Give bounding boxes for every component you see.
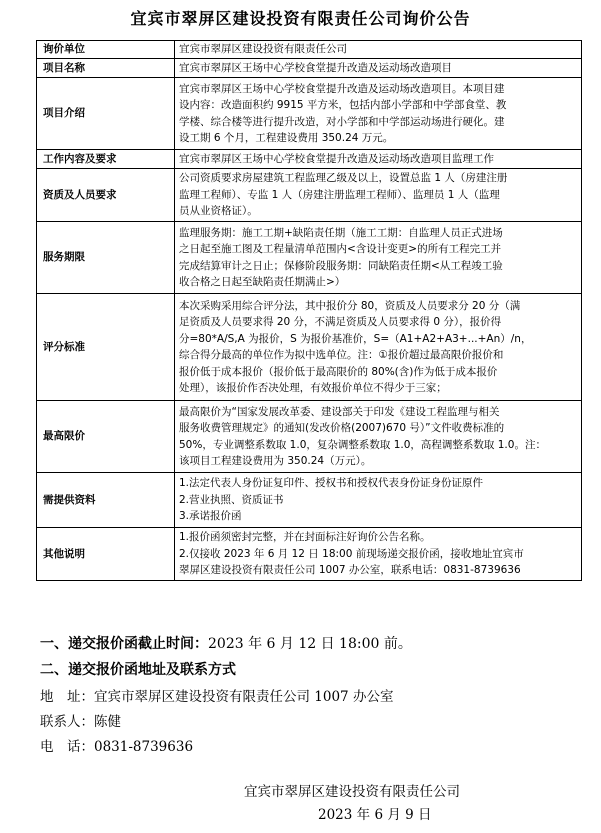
- phone-line: [40, 735, 193, 755]
- contact-value: 陈健: [94, 714, 121, 730]
- info-table: [36, 40, 582, 581]
- row-value-line: 2.营业执照、资质证书: [179, 493, 284, 506]
- table-row: [37, 473, 582, 528]
- signature-org: 宜宾市翠屏区建设投资有限责任公司: [244, 784, 460, 800]
- row-value-line: 报价低于成本报价（报价低于最高限价的 80%(含)作为低于成本报价: [179, 365, 498, 378]
- row-value-line: 员从业资格证）。: [179, 205, 258, 218]
- deadline-heading: 一、递交报价函截止时间：: [40, 636, 208, 652]
- table-row: [37, 59, 582, 78]
- row-value-line: 50%，专业调整系数取 1.0，复杂调整系数取 1.0，高程调整系数取 1.0。注：: [179, 438, 546, 451]
- contact-label: 联系人：: [40, 714, 94, 730]
- row-value: [175, 169, 582, 222]
- row-value-line: 监理工程师）、专监 1 人（房建注册监理工程师）、监理员 1 人（监理: [179, 188, 500, 201]
- row-label: 资质及人员要求: [37, 169, 175, 222]
- phone-label: 电 话：: [40, 739, 94, 755]
- row-value-line: 完成结算审计之日止；保修阶段服务期：同缺陷责任期<从工程竣工验: [179, 259, 503, 272]
- row-value: [175, 294, 582, 401]
- row-value-line: 本次采购采用综合评分法，其中报价分 80，资质及人员要求分 20 分（满: [179, 299, 521, 312]
- table-row: [37, 41, 582, 59]
- row-label: 最高限价: [37, 401, 175, 473]
- row-value: [175, 401, 582, 473]
- row-value: [175, 528, 582, 581]
- signature-date: 2023 年 6 月 9 日: [318, 807, 432, 823]
- row-value-line: 之日起至施工图及工程量清单范围内<含设计变更>的所有工程完工并: [179, 243, 502, 255]
- address-value: 宜宾市翠屏区建设投资有限责任公司 1007 办公室: [94, 689, 394, 705]
- row-label: 服务期限: [37, 222, 175, 294]
- contact-line: [40, 710, 121, 730]
- table-row: [37, 222, 582, 294]
- row-value-line: 该项目工程建设费用为 350.24（万元）。: [179, 455, 372, 467]
- table-row: [37, 528, 582, 581]
- row-value: [175, 78, 582, 150]
- table-row: [37, 401, 582, 473]
- row-value: [175, 150, 582, 169]
- row-value-line: 监理服务期：施工工期+缺陷责任期（施工工期：自监理人员正式进场: [179, 226, 503, 239]
- row-label: 需提供资料: [37, 473, 175, 528]
- row-value-line: 设工期 6 个月，工程建设费用 350.24 万元。: [179, 132, 394, 144]
- row-value-line: 宜宾市翠屏区王场中心学校食堂提升改造及运动场改造项目: [179, 61, 452, 74]
- table-row: [37, 169, 582, 222]
- row-value-line: 分=80*A/S,A 为报价，S 为报价基准价，S=（A1+A2+A3+...+An）/n，: [179, 332, 532, 345]
- address-label: 地 址：: [40, 689, 94, 705]
- row-value: [175, 41, 582, 59]
- row-value-line: 学楼、综合楼等进行提升改造，对小学部和中学部运动场进行硬化。建: [179, 115, 505, 128]
- row-value-line: 翠屏区建设投资有限责任公司 1007 办公室，联系电话：0831-8739636: [179, 564, 521, 577]
- row-value-line: 宜宾市翠屏区王场中心学校食堂提升改造及运动场改造项目监理工作: [179, 152, 494, 165]
- row-value-line: 收合格之日起至缺陷责任期满止>）: [179, 276, 346, 288]
- row-value-line: 宜宾市翠屏区王场中心学校食堂提升改造及运动场改造项目。本项目建: [179, 82, 505, 95]
- address-heading: 二、递交报价函地址及联系方式: [40, 662, 236, 678]
- row-label: 询价单位: [37, 41, 175, 59]
- row-value-line: 最高限价为“国家发展改革委、建设部关于印发《建设工程监理与相关: [179, 405, 500, 418]
- deadline-line: [40, 633, 412, 653]
- deadline-value: 2023 年 6 月 12 日 18:00 前。: [208, 636, 412, 652]
- row-value: [175, 59, 582, 78]
- table-row: [37, 294, 582, 401]
- row-value: [175, 473, 582, 528]
- row-label: 其他说明: [37, 528, 175, 581]
- address-line: [40, 685, 393, 705]
- phone-value: 0831-8739636: [94, 739, 194, 755]
- table-row: [37, 150, 582, 169]
- row-value-line: 1.法定代表人身份证复印件、授权书和授权代表身份证身份证原件: [179, 477, 484, 490]
- row-value: [175, 222, 582, 294]
- page-title: 宜宾市翠屏区建设投资有限责任公司询价公告: [130, 9, 471, 28]
- row-value-line: 处理），该报价作否决处理，有效报价单位不得少于三家；: [179, 382, 447, 394]
- row-value-line: 宜宾市翠屏区建设投资有限责任公司: [179, 43, 347, 56]
- table-row: [37, 78, 582, 150]
- row-value-line: 服务收费管理规定》的通知(发改价格(2007)670 号）”文件收费标准的: [179, 422, 505, 434]
- row-value-line: 足资质及人员要求得 20 分，不满足资质及人员要求得 0 分），报价得: [179, 316, 502, 328]
- row-value-line: 综合得分最高的单位作为拟中选单位。注：①报价超过最高限价报价和: [179, 349, 504, 361]
- row-label: 评分标准: [37, 294, 175, 401]
- row-label: 工作内容及要求: [37, 150, 175, 169]
- row-value-line: 2.仅接收 2023 年 6 月 12 日 18:00 前现场递交报价函，接收地址宜宾市: [179, 547, 524, 560]
- row-value-line: 公司资质要求房屋建筑工程监理乙级及以上，设置总监 1 人（房建注册: [179, 172, 508, 185]
- row-value-line: 3.承诺报价函: [179, 510, 242, 523]
- row-value-line: 设内容：改造面积约 9915 平方米，包括内部小学部和中学部食堂、教: [179, 99, 507, 111]
- row-label: 项目介绍: [37, 78, 175, 150]
- row-value-line: 1.报价函须密封完整，并在封面标注好询价公告名称。: [179, 531, 431, 544]
- row-label: 项目名称: [37, 59, 175, 78]
